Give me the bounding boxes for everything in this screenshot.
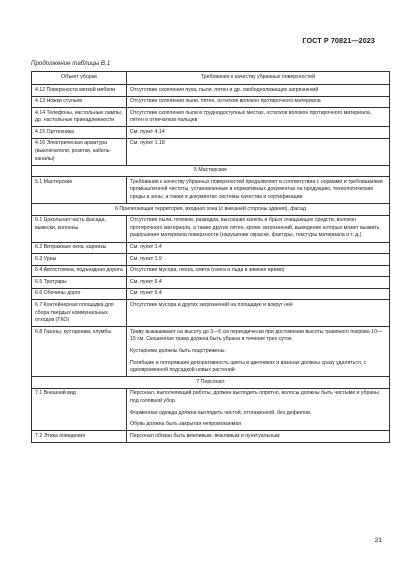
object-cell: 4.12 Поверхности мягкой мебели: [32, 85, 127, 97]
table-row: [32, 138, 390, 165]
requirements-cell: [127, 127, 390, 139]
requirement-text: См. пункт 4.14: [130, 128, 165, 135]
table-row: [32, 85, 390, 97]
table-row: [32, 254, 390, 266]
requirements-cell: [127, 431, 390, 443]
requirement-text: Отсутствие скопления пыли в труднодоступных местах, остатков волокон протирочного материала, пятен и отпечатков пальцев: [130, 109, 372, 124]
table-row: [32, 127, 390, 139]
requirement-text: См. пункт 1.4: [130, 244, 162, 250]
document-number: ГОСТ Р 70821—2023: [302, 36, 375, 45]
section-header-row: [32, 165, 390, 177]
page-number: 21: [374, 537, 382, 544]
requirement-text: См. пункт 6.4: [130, 278, 162, 285]
table-row: [32, 215, 390, 242]
object-cell: 6.2 Витражные окна, карнизы: [32, 242, 127, 254]
requirement-text: Погибшие и потерявшие декоративность цветы в цветниках и вазонах должны сразу удаляться, с одновременной подсадкой новых растений: [130, 359, 367, 374]
table-row: [32, 388, 390, 430]
table-row: [32, 265, 390, 277]
table-row: [32, 96, 390, 108]
requirements-cell: [127, 138, 390, 165]
object-cell: 5.1 Мастерские: [32, 177, 127, 204]
requirements-cell: [127, 108, 390, 127]
object-cell: 7.2 Этика поведения: [32, 431, 127, 443]
requirement-text: Отсутствие скопления пуха, пыли, пятен и др. свободнолежащих загрязнений: [130, 86, 319, 93]
requirement-text: Кустарники должны быть подстрижены.: [130, 347, 226, 354]
requirements-cell: [127, 177, 390, 204]
object-cell: 6.8 Газоны, кустарники, клумбы: [32, 327, 127, 377]
table-row: [32, 108, 390, 127]
requirement-text: Траву выкашивают на высоту до 3—5 см периодически при достижении высоты травяного покрова 10—15 см. Скошенная трава должна быть убрана в течение трех суток.: [130, 328, 383, 343]
requirements-cell: [127, 288, 390, 300]
table-continuation-label: Продолжение таблицы В.1: [31, 60, 111, 67]
requirements-cell: [127, 215, 390, 242]
requirement-text: См. пункт 6.4: [130, 290, 162, 297]
table-row: [32, 177, 390, 204]
object-cell: 4.13 Ножки стульев: [32, 96, 127, 108]
requirement-text: См. пункт 1.18: [130, 140, 165, 147]
requirement-text: Персонал обязан быть вежливым, вежливым и пунктуальным: [130, 432, 280, 439]
table-row: [32, 327, 390, 377]
object-cell: 7.1 Внешний вид: [32, 388, 127, 430]
requirements-cell: [127, 300, 390, 327]
requirement-text: Персонал, выполняющий работы, должен выглядеть опрятно, волосы должны быть чистыми и убраны под головной убор.: [130, 390, 379, 404]
object-cell: 4.16 Электрическая арматура (выключатели, розетки, кабель-каналы): [32, 138, 127, 165]
requirement-text: Отсутствие пыли, потеков, разводов, высохших капель и брызг очищающих средств, волокон протирочного материала, а также других пятен, кроме загрязнений, выведение которых может вызвать разрушение материала поверхности (нарушение окраски, фактуры, текстуры материала и т. д.): [130, 217, 380, 239]
object-cell: 4.14 Телефоны, настольные лампы, др. настольные принадлежности: [32, 108, 127, 127]
requirements-cell: [127, 254, 390, 266]
requirements-cell: [127, 265, 390, 277]
requirements-cell: [127, 327, 390, 377]
object-cell: 6.4 Автостоянка, подъездная дорога: [32, 265, 127, 277]
object-cell: 6.5 Тротуары: [32, 277, 127, 289]
table-row: [32, 431, 390, 443]
table-row: [32, 277, 390, 289]
requirement-text: Отсутствие мусора и других загрязнений на площадке и вокруг неё: [130, 301, 293, 308]
requirement-text: Форменная одежда должна выглядеть чистой, отглаженной, без дефектов.: [130, 409, 312, 416]
object-cell: 6.7 Контейнерная площадка для сбора твердых коммунальных отходов (ТКО): [32, 300, 127, 327]
table-body: [32, 85, 390, 443]
requirements-cell: [127, 242, 390, 254]
requirements-cell: [127, 96, 390, 108]
section-header-row: [32, 377, 390, 389]
table-row: [32, 242, 390, 254]
table-row: [32, 288, 390, 300]
requirement-text: Отсутствие мусора, песка, смета (снега и льда в зимнее время): [130, 267, 285, 274]
requirement-text: Отсутствие скопления пыли, пятен, остатков волокон протирочного материала: [130, 98, 321, 105]
object-cell: 4.15 Оргтехника: [32, 127, 127, 139]
requirement-text: См. пункт 1.9: [130, 255, 162, 262]
section-title: 7 Персонал: [32, 377, 390, 389]
table-row: [32, 300, 390, 327]
table-header-row: [32, 72, 390, 85]
column-header-requirements: Требования к качеству убранных поверхностей: [127, 72, 390, 85]
requirement-text: Требования к качеству убранных поверхностей предъявляют в соответствии с нормами и требованиями промышленной чистоты, установленные в нормативных документах на продукцию, технологические среды и зоны, а также в документах системы качества и сертификации: [130, 178, 383, 201]
section-header-row: [32, 204, 390, 216]
object-cell: 6.6 Обочины дорог: [32, 288, 127, 300]
cleaning-quality-table: [31, 71, 390, 443]
object-cell: 6.3 Урны: [32, 254, 127, 266]
requirements-cell: [127, 388, 390, 430]
requirements-cell: [127, 277, 390, 289]
requirement-text: Обувь должна быть закрытая непромокаемая: [130, 421, 241, 428]
object-cell: 6.1 Цокольная часть фасада, вывески, колонны: [32, 215, 127, 242]
section-title: 6 Прилегающая территория, входная зона (с внешней стороны здания), фасад: [32, 204, 390, 216]
requirements-cell: [127, 85, 390, 97]
section-title: 5 Мастерские: [32, 165, 390, 177]
column-header-object: Объект уборки: [32, 72, 127, 85]
